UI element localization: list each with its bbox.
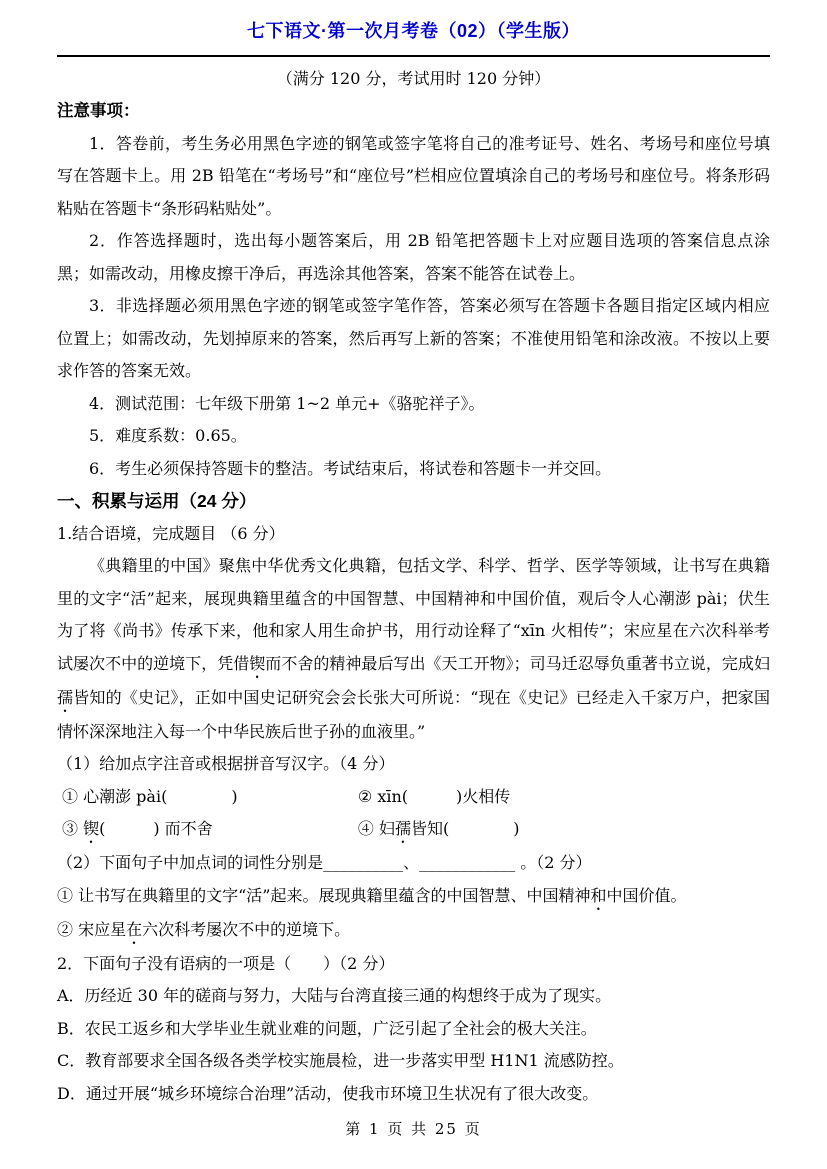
emphasized-character: 和 [590, 885, 607, 905]
question-2-option-c: C．教育部要求全国各级各类学校实施晨检，进一步落实甲型 H1N1 流感防控。 [57, 1051, 624, 1070]
text-segment: ① 心潮澎 pài( ) [62, 786, 238, 806]
text-segment: 中国价值。 [606, 885, 687, 905]
pos-sentence-1 [57, 880, 770, 914]
notice-item-3: 3．非选择题必须用黑色字迹的钢笔或签字笔作答，答案必须写在答题卡各题目指定区域内相应位置上；如需改动，先划掉原来的答案，然后再写上新的答案；不准使用铅笔和涂改液。不按以上要求作答的答案无效。 [57, 296, 770, 380]
text-segment: ② xīn( )火相传 [357, 786, 511, 806]
text-segment: 而不舍的精神最后写出《天工开物》；司马迁忍辱负重著书立说，完成妇 [265, 653, 770, 673]
emphasized-character: 锲 [249, 653, 266, 673]
pos-sentence-2 [57, 914, 770, 948]
notice-item-6: 6．考生必须保持答题卡的整洁。考试结束后，将试卷和答题卡一并交回。 [89, 458, 612, 478]
text-segment: ( ) 而不舍 [99, 819, 213, 838]
section-heading: 一、积累与运用（24 分） [57, 491, 257, 511]
text-segment: 《典籍里的中国》聚焦中华优秀文化典籍，包括文学、科学、哲学、医学等领域，让书写在典籍里的文字“活”起来，展现典籍里蕴含的中国智慧、中国精神和中国价值，观后令人心潮澎 pài；伏生为了将《尚书》传承下来，他和家人用生命护书，用行动诠释了“xīn 火相传”；宋应星在六次科举考试屡次不中的逆境下，凭借 [57, 556, 770, 673]
fill-blank-item-2 [358, 781, 770, 814]
text-segment: ④ 妇 [357, 819, 395, 838]
document-body [57, 95, 770, 1110]
emphasized-character: 锲 [83, 819, 100, 838]
notice-item-5: 5．难度系数：0.65。 [89, 426, 247, 445]
text-segment: ③ [62, 819, 84, 838]
emphasized-character: 孺 [57, 687, 74, 707]
question-1-stem: 1.结合语境，完成题目 （6 分） [57, 523, 285, 543]
notice-item-1: 1．答卷前，考生务必用黑色字迹的钢笔或签字笔将自己的准考证号、姓名、考场号和座位号填写在答题卡上。用 2B 铅笔在“考场号”和“座位号”栏相应位置填涂自己的考场号和座位号。将条形码粘贴在答题卡“条形码粘贴处”。 [57, 133, 770, 218]
text-segment: ② 宋应星 [57, 919, 127, 939]
text-segment: 皆知的《史记》，正如中国史记研究会会长张大可所说：“现在《史记》已经走入千家万户，把家国情怀深深地注入每一个中华民族后世子孙的血液里。” [57, 687, 770, 741]
notice-label: 注意事项： [57, 102, 140, 120]
emphasized-character: 孺 [394, 819, 411, 838]
question-1-sub2-stem: （2）下面句子中加点词的词性分别是__________、____________ 。（2 分） [57, 853, 592, 872]
notice-item-4: 4．测试范围：七年级下册第 1~2 单元+《骆驼祥子》。 [89, 393, 485, 413]
question-2-option-a: A．历经近 30 年的磋商与努力，大陆与台湾直接三通的构想终于成为了现实。 [57, 986, 612, 1005]
page-title: 七下语文·第一次月考卷（02）（学生版） [246, 21, 580, 41]
question-2-stem: 2．下面句子没有语病的一项是（ ）（2 分） [57, 953, 395, 973]
question-2-option-b: B．农民工返乡和大学毕业生就业难的问题，广泛引起了全社会的极大关注。 [57, 1018, 597, 1038]
fill-blank-item-1 [57, 781, 358, 814]
reading-passage [57, 550, 770, 748]
page-number: 第 1 页 共 25 页 [345, 1120, 482, 1138]
emphasized-character: 在 [126, 919, 143, 939]
text-segment: 皆知( ) [411, 819, 520, 838]
pinyin-row-1 [57, 781, 770, 814]
question-2-option-d: D．通过开展“城乡环境综合治理”活动，使我市环境卫生状况有了很大改变。 [57, 1083, 599, 1103]
exam-subtitle: （满分 120 分，考试用时 120 分钟） [276, 69, 551, 88]
text-segment: ① 让书写在典籍里的文字“活”起来。展现典籍里蕴含的中国智慧、中国精神 [57, 885, 591, 905]
text-segment: 六次科考屡次不中的逆境下。 [142, 919, 351, 939]
fill-blank-item-4 [358, 813, 770, 847]
fill-blank-item-3 [57, 813, 358, 847]
question-1-sub1-stem: （1）给加点字注音或根据拼音写汉字。（4 分） [57, 754, 395, 773]
pinyin-row-2 [57, 813, 770, 847]
header-divider [57, 55, 770, 57]
notice-item-2: 2．作答选择题时，选出每小题答案后，用 2B 铅笔把答题卡上对应题目选项的答案信息点涂黑；如需改动，用橡皮擦干净后，再选涂其他答案，答案不能答在试卷上。 [57, 231, 770, 283]
